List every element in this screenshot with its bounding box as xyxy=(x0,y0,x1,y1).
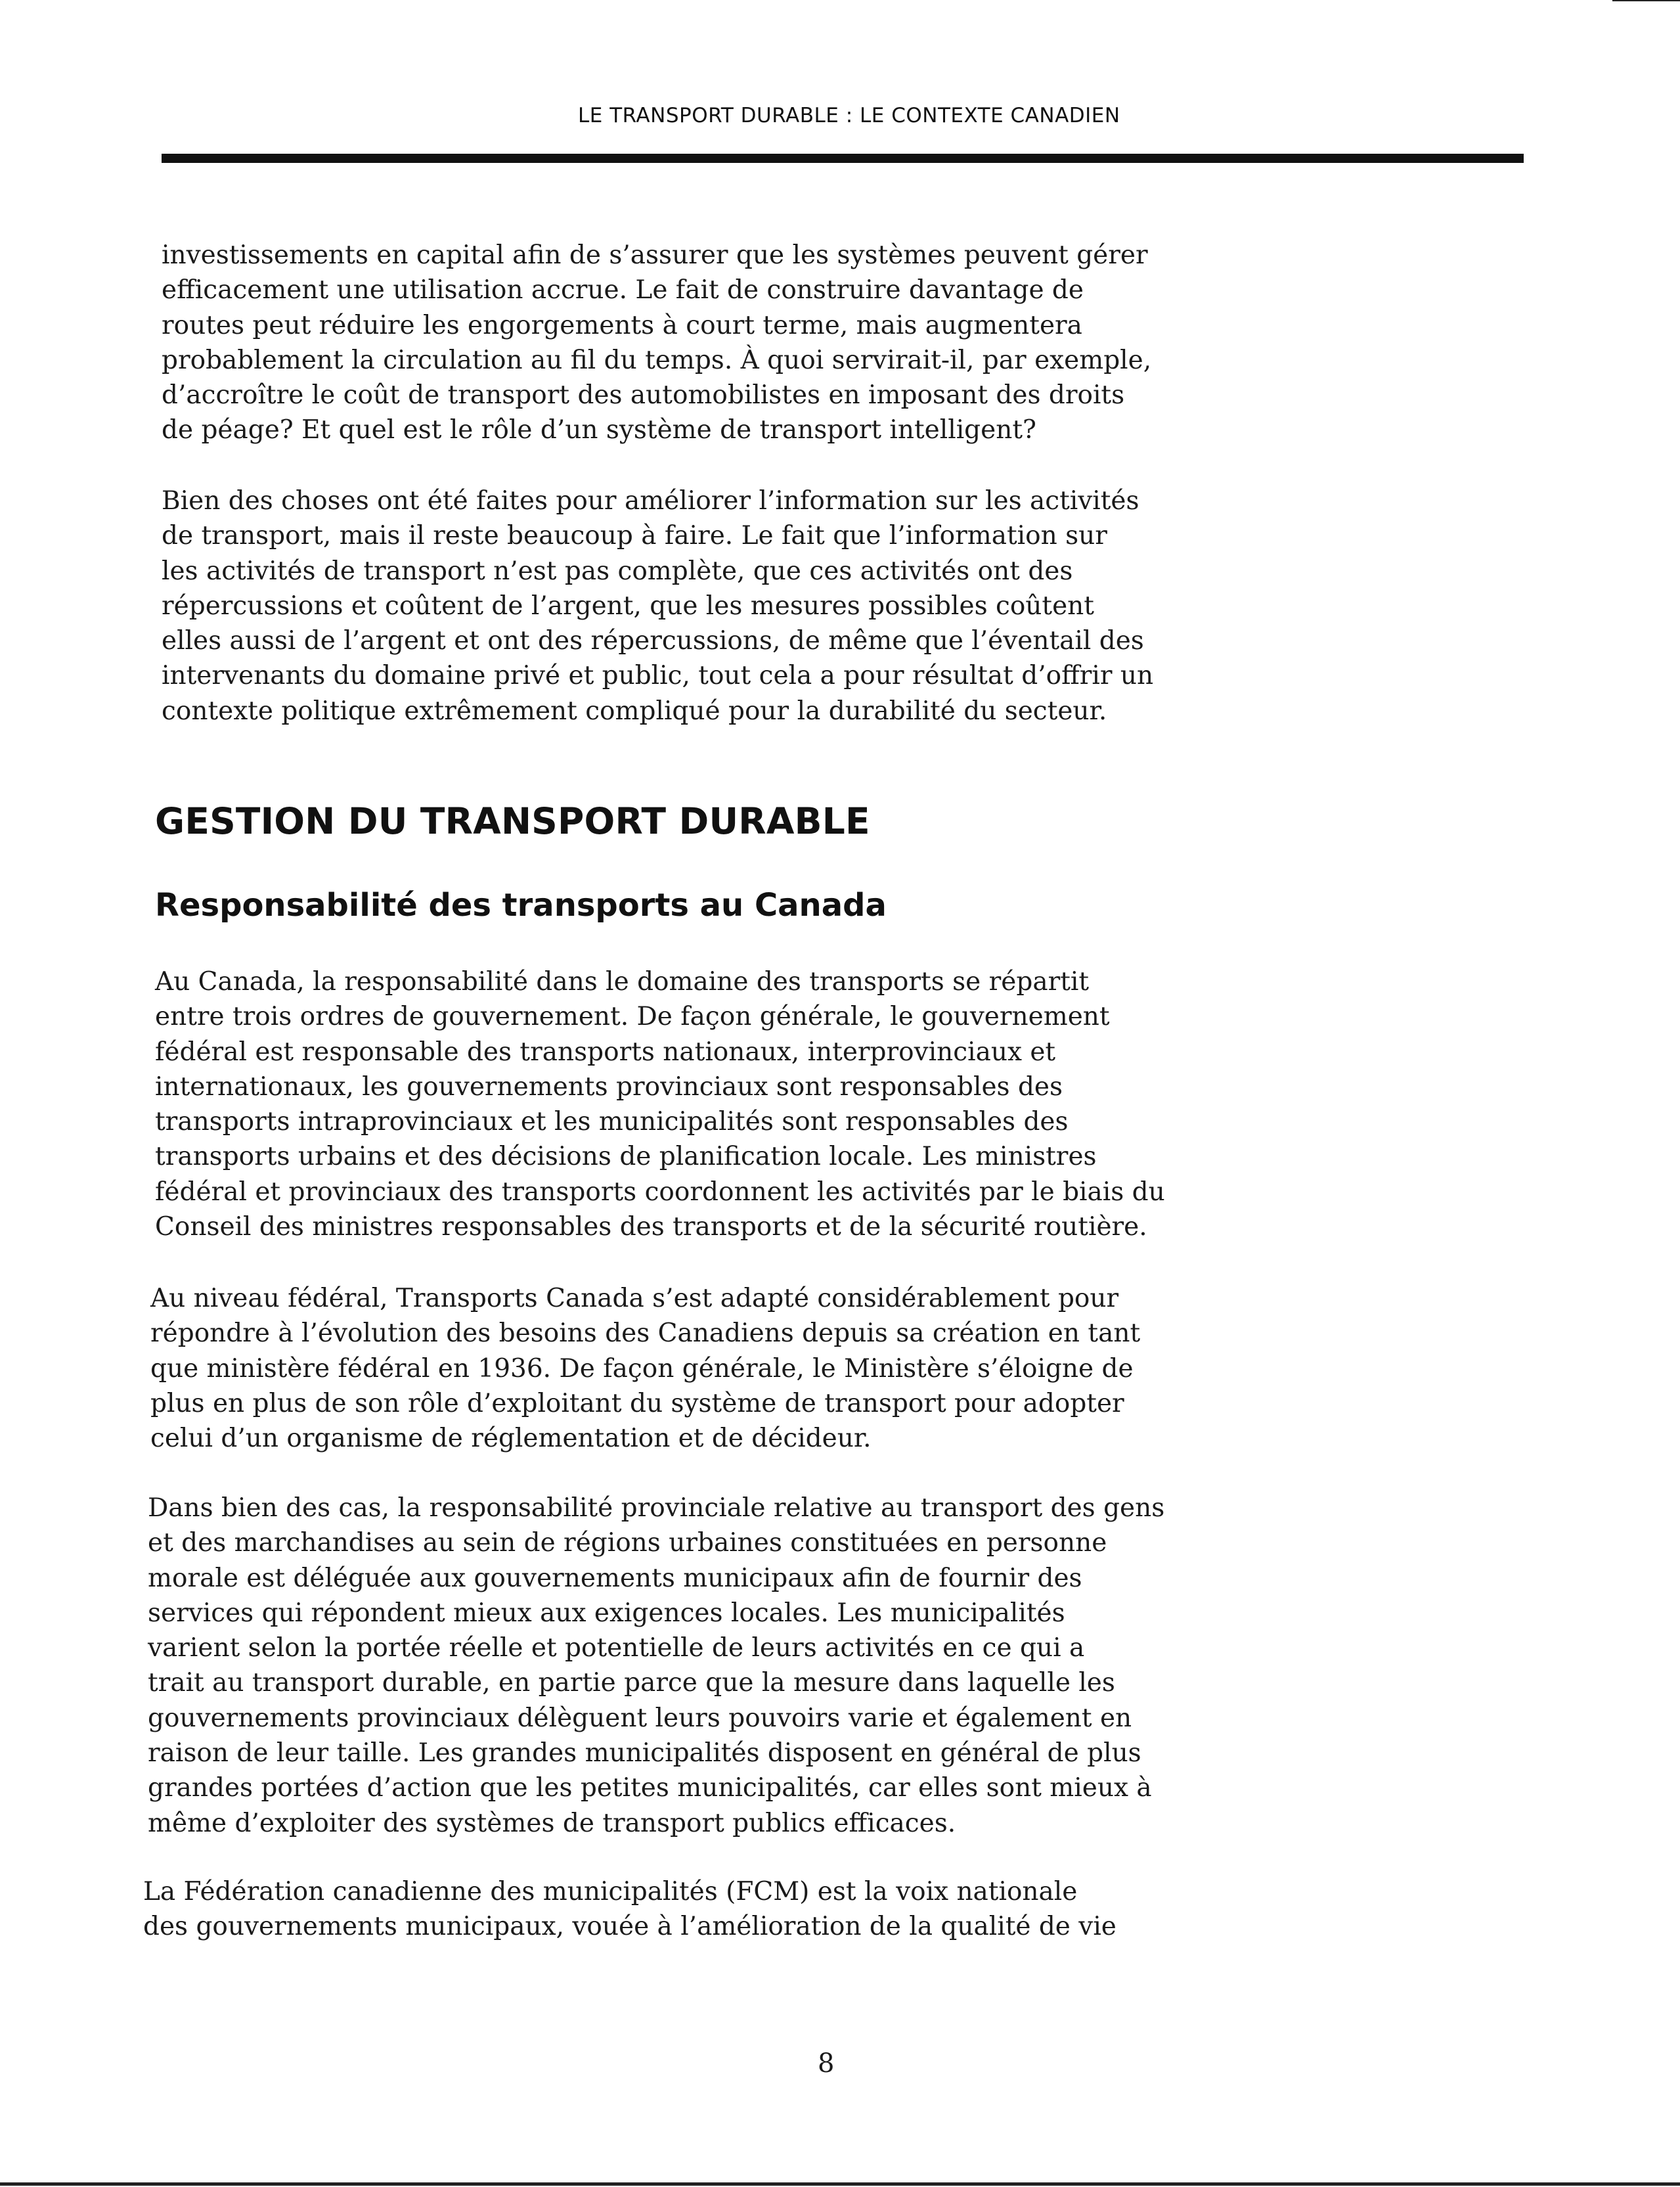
text-line: répercussions et coûtent de l’argent, que les mesures possibles coûtent xyxy=(162,591,1094,621)
scan-edge-line-bottom xyxy=(0,2182,1680,2186)
running-header: LE TRANSPORT DURABLE : LE CONTEXTE CANADIEN xyxy=(578,104,1120,127)
text-line: entre trois ordres de gouvernement. De façon générale, le gouvernement xyxy=(155,1002,1110,1032)
text-line: trait au transport durable, en partie parce que la mesure dans laquelle les xyxy=(148,1668,1115,1698)
text-line: investissements en capital afin de s’assurer que les systèmes peuvent gérer xyxy=(162,240,1148,270)
text-line: les activités de transport n’est pas complète, que ces activités ont des xyxy=(162,556,1073,586)
section-paragraph-1 xyxy=(155,964,1165,1244)
text-line: intervenants du domaine privé et public, tout cela a pour résultat d’offrir un xyxy=(162,661,1154,691)
section-paragraph-4 xyxy=(143,1874,1116,1945)
text-line: transports intraprovinciaux et les municipalités sont responsables des xyxy=(155,1107,1069,1137)
text-line: des gouvernements municipaux, vouée à l’amélioration de la qualité de vie xyxy=(143,1912,1116,1942)
text-line: transports urbains et des décisions de planification locale. Les ministres xyxy=(155,1142,1097,1172)
text-line: probablement la circulation au fil du temps. À quoi servirait-il, par exemple, xyxy=(162,345,1152,375)
text-line: plus en plus de son rôle d’exploitant du système de transport pour adopter xyxy=(150,1388,1124,1418)
text-line: et des marchandises au sein de régions urbaines constituées en personne xyxy=(148,1528,1107,1558)
text-line: répondre à l’évolution des besoins des Canadiens depuis sa création en tant xyxy=(150,1319,1141,1349)
scan-edge-line-top xyxy=(1612,0,1680,1)
text-line: que ministère fédéral en 1936. De façon générale, le Ministère s’éloigne de xyxy=(150,1353,1134,1384)
text-line: fédéral et provinciaux des transports coordonnent les activités par le biais du xyxy=(155,1177,1165,1207)
text-line: internationaux, les gouvernements provinciaux sont responsables des xyxy=(155,1071,1063,1102)
intro-paragraph-1 xyxy=(162,238,1151,448)
text-line: grandes portées d’action que les petites municipalités, car elles sont mieux à xyxy=(148,1773,1152,1803)
text-line: de péage? Et quel est le rôle d’un système de transport intelligent? xyxy=(162,415,1036,445)
text-line: Dans bien des cas, la responsabilité provinciale relative au transport des gens xyxy=(148,1493,1165,1523)
text-line: routes peut réduire les engorgements à court terme, mais augmentera xyxy=(162,310,1082,340)
text-line: même d’exploiter des systèmes de transport publics efficaces. xyxy=(148,1808,956,1838)
section-paragraph-2 xyxy=(150,1281,1140,1456)
text-line: contexte politique extrêmement compliqué pour la durabilité du secteur. xyxy=(162,696,1107,726)
text-line: elles aussi de l’argent et ont des répercussions, de même que l’éventail des xyxy=(162,626,1144,656)
section-heading: GESTION DU TRANSPORT DURABLE xyxy=(155,800,870,842)
text-line: de transport, mais il reste beaucoup à faire. Le fait que l’information sur xyxy=(162,521,1107,551)
intro-paragraph-2 xyxy=(162,484,1153,729)
text-line: morale est déléguée aux gouvernements municipaux afin de fournir des xyxy=(148,1563,1082,1593)
text-line: d’accroître le coût de transport des automobilistes en imposant des droits xyxy=(162,380,1125,411)
header-rule xyxy=(162,154,1524,163)
text-line: varient selon la portée réelle et potentielle de leurs activités en ce qui a xyxy=(148,1633,1085,1663)
section-paragraph-3 xyxy=(148,1491,1164,1841)
text-line: Bien des choses ont été faites pour améliorer l’information sur les activités xyxy=(162,486,1139,516)
text-line: La Fédération canadienne des municipalités (FCM) est la voix nationale xyxy=(143,1877,1078,1906)
text-line: services qui répondent mieux aux exigences locales. Les municipalités xyxy=(148,1598,1065,1628)
text-line: raison de leur taille. Les grandes municipalités disposent en général de plus xyxy=(148,1738,1141,1769)
text-line: Au Canada, la responsabilité dans le domaine des transports se répartit xyxy=(155,967,1090,997)
section-subheading: Responsabilité des transports au Canada xyxy=(155,887,887,924)
text-line: Conseil des ministres responsables des transports et de la sécurité routière. xyxy=(155,1212,1147,1242)
text-line: celui d’un organisme de réglementation et de décideur. xyxy=(150,1424,872,1454)
text-line: Au niveau fédéral, Transports Canada s’est adapté considérablement pour xyxy=(150,1284,1119,1313)
page-number: 8 xyxy=(818,2048,835,2079)
text-line: gouvernements provinciaux délèguent leurs pouvoirs varie et également en xyxy=(148,1703,1132,1733)
text-line: fédéral est responsable des transports nationaux, interprovinciaux et xyxy=(155,1037,1056,1067)
text-line: efficacement une utilisation accrue. Le fait de construire davantage de xyxy=(162,275,1084,305)
